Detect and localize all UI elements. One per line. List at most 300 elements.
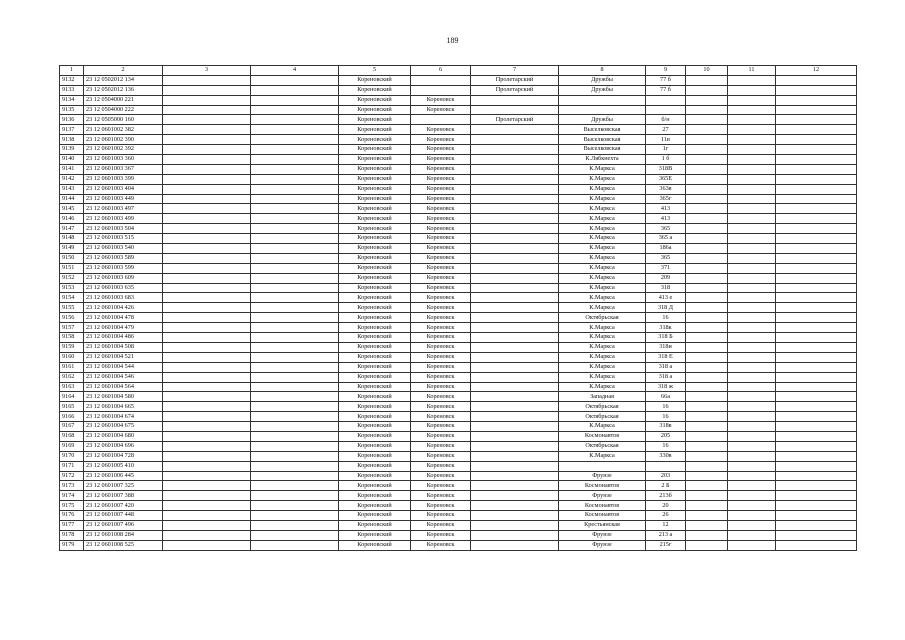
table-cell (251, 283, 339, 293)
table-cell: 23 12 0601004 696 (84, 441, 163, 451)
table-cell (251, 184, 339, 194)
table-cell: 23 12 0505000 160 (84, 115, 163, 125)
table-cell (471, 422, 559, 432)
table-cell (728, 333, 776, 343)
table-cell (163, 511, 251, 521)
table-cell (728, 392, 776, 402)
table-cell (686, 412, 728, 422)
table-cell (471, 194, 559, 204)
table-cell (728, 491, 776, 501)
table-row (60, 372, 857, 382)
table-cell (471, 95, 559, 105)
table-cell (471, 214, 559, 224)
table-cell (471, 402, 559, 412)
table-cell (251, 333, 339, 343)
column-header-9: 9 (646, 66, 686, 76)
table-cell (471, 352, 559, 362)
table-cell: К.Маркса (559, 234, 646, 244)
table-cell: 12 (646, 520, 686, 530)
table-cell (728, 441, 776, 451)
table-cell: 23 12 0601003 589 (84, 253, 163, 263)
table-cell: 77 б (646, 75, 686, 85)
table-cell: К.Маркса (559, 214, 646, 224)
table-cell (411, 75, 471, 85)
table-row (60, 174, 857, 184)
table-cell: Кореновский (339, 194, 411, 204)
table-cell (251, 471, 339, 481)
table-cell (776, 145, 857, 155)
table-cell: 23 12 0601004 508 (84, 342, 163, 352)
table-cell (251, 174, 339, 184)
table-cell: Кореновск (411, 194, 471, 204)
table-cell (411, 85, 471, 95)
table-cell (251, 422, 339, 432)
table-cell (471, 491, 559, 501)
table-cell (686, 293, 728, 303)
table-cell: 9160 (60, 352, 84, 362)
table-cell (163, 204, 251, 214)
table-cell (728, 412, 776, 422)
table-cell (686, 214, 728, 224)
table-cell: К.Маркса (559, 333, 646, 343)
table-cell: 9147 (60, 224, 84, 234)
table-cell (251, 155, 339, 165)
table-row (60, 95, 857, 105)
table-row (60, 303, 857, 313)
table-cell (411, 115, 471, 125)
table-cell (728, 85, 776, 95)
table-cell (686, 164, 728, 174)
table-cell (251, 145, 339, 155)
table-cell (686, 194, 728, 204)
table-cell: 318В (646, 164, 686, 174)
table-cell: К.Маркса (559, 362, 646, 372)
table-cell: 203 (646, 471, 686, 481)
table-cell: 23 12 0601003 497 (84, 204, 163, 214)
table-cell (686, 481, 728, 491)
table-row (60, 224, 857, 234)
table-cell: 23 12 0502012 136 (84, 85, 163, 95)
table-cell: 23 12 0601006 445 (84, 471, 163, 481)
table-cell: 23 12 0601002 390 (84, 135, 163, 145)
column-header-8: 8 (559, 66, 646, 76)
table-cell (163, 234, 251, 244)
table-cell: 16 (646, 402, 686, 412)
table-row (60, 471, 857, 481)
table-row (60, 214, 857, 224)
table-cell: Кореновский (339, 372, 411, 382)
table-cell: Кореновский (339, 431, 411, 441)
table-row (60, 273, 857, 283)
table-cell (686, 95, 728, 105)
table-cell (728, 540, 776, 550)
table-cell (251, 85, 339, 95)
table-cell: 9168 (60, 431, 84, 441)
column-header-1: 1 (60, 66, 84, 76)
table-cell: Кореновский (339, 145, 411, 155)
table-cell: 23 12 0601003 449 (84, 194, 163, 204)
table-cell: Кореновск (411, 135, 471, 145)
table-row (60, 194, 857, 204)
table-cell: Кореновский (339, 382, 411, 392)
table-cell: 23 12 0601008 284 (84, 530, 163, 540)
table-cell (776, 293, 857, 303)
table-cell: 209 (646, 273, 686, 283)
table-cell: Кореновск (411, 234, 471, 244)
table-cell (251, 481, 339, 491)
table-cell: К.Маркса (559, 372, 646, 382)
table-cell (251, 105, 339, 115)
table-cell (776, 402, 857, 412)
table-cell: 23 12 0601007 496 (84, 520, 163, 530)
table-cell: 16 (646, 313, 686, 323)
table-cell: Кореновск (411, 204, 471, 214)
table-cell: Кореновский (339, 441, 411, 451)
table-cell (686, 441, 728, 451)
table-cell: 9150 (60, 253, 84, 263)
table-cell: 9145 (60, 204, 84, 214)
table-cell: К.Маркса (559, 224, 646, 234)
table-cell: Кореновск (411, 372, 471, 382)
table-cell: Кореновский (339, 95, 411, 105)
table-row (60, 431, 857, 441)
table-cell (471, 253, 559, 263)
table-cell (251, 125, 339, 135)
table-cell (686, 511, 728, 521)
table-cell: Крестьянская (559, 520, 646, 530)
table-cell: 9133 (60, 85, 84, 95)
table-cell: Космонавтов (559, 501, 646, 511)
table-row (60, 283, 857, 293)
table-cell: Кореновск (411, 145, 471, 155)
table-cell (163, 244, 251, 254)
column-header-11: 11 (728, 66, 776, 76)
table-cell (686, 125, 728, 135)
table-cell (728, 125, 776, 135)
table-cell (163, 342, 251, 352)
table-cell (776, 511, 857, 521)
table-cell (776, 164, 857, 174)
table-cell (163, 273, 251, 283)
table-cell: Кореновск (411, 451, 471, 461)
table-cell (686, 303, 728, 313)
table-row (60, 392, 857, 402)
table-cell (776, 412, 857, 422)
table-cell: Кореновск (411, 313, 471, 323)
table-cell: Кореновск (411, 164, 471, 174)
table-cell (251, 382, 339, 392)
table-cell (686, 313, 728, 323)
table-cell (163, 253, 251, 263)
table-cell (163, 115, 251, 125)
table-cell (728, 520, 776, 530)
table-cell: 9153 (60, 283, 84, 293)
table-cell: К.Маркса (559, 342, 646, 352)
table-cell: Кореновский (339, 501, 411, 511)
table-cell: Октябрьская (559, 412, 646, 422)
table-cell: Кореновский (339, 511, 411, 521)
table-cell (471, 224, 559, 234)
table-cell (471, 174, 559, 184)
table-cell (251, 441, 339, 451)
table-cell: Кореновский (339, 85, 411, 95)
table-cell (163, 85, 251, 95)
table-cell: Кореновск (411, 412, 471, 422)
table-cell: Кореновский (339, 283, 411, 293)
table-cell: Пролетарский (471, 85, 559, 95)
table-cell (251, 362, 339, 372)
table-cell (251, 214, 339, 224)
table-row (60, 293, 857, 303)
column-header-4: 4 (251, 66, 339, 76)
table-cell: 9136 (60, 115, 84, 125)
table-cell: Кореновск (411, 214, 471, 224)
table-cell (776, 342, 857, 352)
table-row (60, 382, 857, 392)
column-number-row (60, 66, 857, 76)
table-cell: 23 12 0601003 499 (84, 214, 163, 224)
table-cell (471, 540, 559, 550)
table-cell: 365г (646, 194, 686, 204)
table-row (60, 105, 857, 115)
table-cell (163, 323, 251, 333)
table-cell: б/н (646, 115, 686, 125)
table-cell (728, 471, 776, 481)
table-cell: 23 12 0601004 665 (84, 402, 163, 412)
table-cell (776, 263, 857, 273)
table-cell: 318и (646, 342, 686, 352)
table-cell (776, 194, 857, 204)
table-cell (728, 75, 776, 85)
table-cell: 9138 (60, 135, 84, 145)
table-cell (163, 540, 251, 550)
table-cell: 318 ж (646, 382, 686, 392)
table-cell: Кореновск (411, 184, 471, 194)
table-cell (776, 184, 857, 194)
table-row (60, 145, 857, 155)
table-cell (686, 75, 728, 85)
table-cell (686, 85, 728, 95)
table-cell: Дружбы (559, 75, 646, 85)
table-cell (776, 382, 857, 392)
table-cell: 9161 (60, 362, 84, 372)
table-cell (471, 234, 559, 244)
table-cell: Кореновск (411, 471, 471, 481)
table-cell: 9172 (60, 471, 84, 481)
table-cell: К.Маркса (559, 263, 646, 273)
table-cell: 365 (646, 224, 686, 234)
table-cell: Кореновск (411, 530, 471, 540)
table-row (60, 402, 857, 412)
table-cell: 23 12 0601004 478 (84, 313, 163, 323)
table-row (60, 244, 857, 254)
table-cell: 9167 (60, 422, 84, 432)
table-cell: 318 Б (646, 333, 686, 343)
table-cell (251, 313, 339, 323)
table-cell: Кореновский (339, 491, 411, 501)
table-cell: Выселковская (559, 135, 646, 145)
table-cell: 23 12 0601004 486 (84, 333, 163, 343)
table-row (60, 323, 857, 333)
table-cell (728, 174, 776, 184)
table-cell: Кореновск (411, 382, 471, 392)
table-cell: 23 12 0601003 609 (84, 273, 163, 283)
table-cell: 23 12 0601004 546 (84, 372, 163, 382)
table-cell (251, 273, 339, 283)
table-cell (163, 224, 251, 234)
table-cell: К.Маркса (559, 352, 646, 362)
table-cell (471, 263, 559, 273)
table-cell (728, 293, 776, 303)
table-cell: Кореновский (339, 313, 411, 323)
table-cell (251, 412, 339, 422)
table-cell: 23 12 0601005 410 (84, 461, 163, 471)
table-cell (686, 352, 728, 362)
table-cell: Октябрьская (559, 441, 646, 451)
table-cell (776, 75, 857, 85)
table-cell: Фрунзе (559, 491, 646, 501)
table-cell: Кореновский (339, 323, 411, 333)
table-cell: 23 12 0601007 388 (84, 491, 163, 501)
table-cell: Кореновск (411, 125, 471, 135)
table-cell (686, 135, 728, 145)
table-cell: Кореновск (411, 273, 471, 283)
table-cell (776, 362, 857, 372)
table-cell: Пролетарский (471, 75, 559, 85)
table-cell (471, 135, 559, 145)
table-cell: 9171 (60, 461, 84, 471)
table-cell: 318 а (646, 362, 686, 372)
table-cell (163, 293, 251, 303)
table-cell (728, 372, 776, 382)
table-cell: 23 12 0601004 426 (84, 303, 163, 313)
table-row (60, 333, 857, 343)
table-row (60, 234, 857, 244)
table-cell (251, 530, 339, 540)
table-cell (163, 491, 251, 501)
table-row (60, 422, 857, 432)
page-number: 189 (446, 36, 459, 45)
table-cell (728, 244, 776, 254)
table-cell: 413 (646, 204, 686, 214)
table-cell: 23 12 0601007 420 (84, 501, 163, 511)
table-cell: 9144 (60, 194, 84, 204)
table-cell (163, 431, 251, 441)
table-cell: Кореновский (339, 392, 411, 402)
table-cell: Кореновск (411, 253, 471, 263)
table-cell (471, 155, 559, 165)
table-cell (163, 471, 251, 481)
table-cell (776, 214, 857, 224)
table-cell (776, 224, 857, 234)
table-cell: 365 а (646, 234, 686, 244)
table-cell: Дружбы (559, 115, 646, 125)
table-cell: 23 12 0601003 404 (84, 184, 163, 194)
table-cell (776, 461, 857, 471)
table-cell: Кореновский (339, 451, 411, 461)
table-row (60, 520, 857, 530)
table-cell (728, 352, 776, 362)
table-cell: 9159 (60, 342, 84, 352)
table-cell: 9137 (60, 125, 84, 135)
table-cell (728, 95, 776, 105)
table-cell (686, 234, 728, 244)
table-cell (163, 164, 251, 174)
table-cell: 23 12 0601004 728 (84, 451, 163, 461)
table-cell (686, 263, 728, 273)
table-cell (646, 105, 686, 115)
table-cell (728, 501, 776, 511)
table-cell (251, 234, 339, 244)
table-body (60, 75, 857, 550)
table-cell (559, 105, 646, 115)
table-cell (728, 224, 776, 234)
table-cell: 330в (646, 451, 686, 461)
table-cell (471, 481, 559, 491)
table-cell (471, 313, 559, 323)
table-cell: 9151 (60, 263, 84, 273)
table-cell (728, 382, 776, 392)
table-row (60, 511, 857, 521)
table-cell: Кореновск (411, 441, 471, 451)
table-cell: Кореновский (339, 155, 411, 165)
table-cell: К.Маркса (559, 253, 646, 263)
table-cell (471, 342, 559, 352)
table-cell (728, 204, 776, 214)
table-cell (776, 372, 857, 382)
table-cell (776, 253, 857, 263)
table-cell (251, 75, 339, 85)
table-cell: Кореновский (339, 520, 411, 530)
table-row (60, 342, 857, 352)
table-cell: 77 б (646, 85, 686, 95)
table-cell: 318 (646, 283, 686, 293)
table-cell: Кореновский (339, 204, 411, 214)
table-cell (776, 323, 857, 333)
table-cell (471, 125, 559, 135)
table-cell (471, 105, 559, 115)
table-cell: 9166 (60, 412, 84, 422)
table-cell (728, 105, 776, 115)
table-cell (163, 333, 251, 343)
table-cell (776, 125, 857, 135)
table-cell: К.Маркса (559, 323, 646, 333)
table-row (60, 352, 857, 362)
table-cell: Кореновский (339, 224, 411, 234)
table-cell: К.Маркса (559, 194, 646, 204)
table-cell: 23 12 0504000 221 (84, 95, 163, 105)
table-cell (776, 105, 857, 115)
table-cell: К.Маркса (559, 293, 646, 303)
table-cell (251, 263, 339, 273)
table-cell: 318к (646, 323, 686, 333)
table-cell (686, 253, 728, 263)
table-cell (251, 540, 339, 550)
column-header-10: 10 (686, 66, 728, 76)
table-cell (728, 530, 776, 540)
table-cell (471, 392, 559, 402)
table-cell (251, 95, 339, 105)
table-cell (686, 323, 728, 333)
table-cell: Космонавтов (559, 431, 646, 441)
table-row (60, 540, 857, 550)
table-cell (686, 362, 728, 372)
table-cell (471, 451, 559, 461)
table-cell (163, 520, 251, 530)
table-cell (728, 145, 776, 155)
table-cell (646, 461, 686, 471)
table-cell (776, 303, 857, 313)
